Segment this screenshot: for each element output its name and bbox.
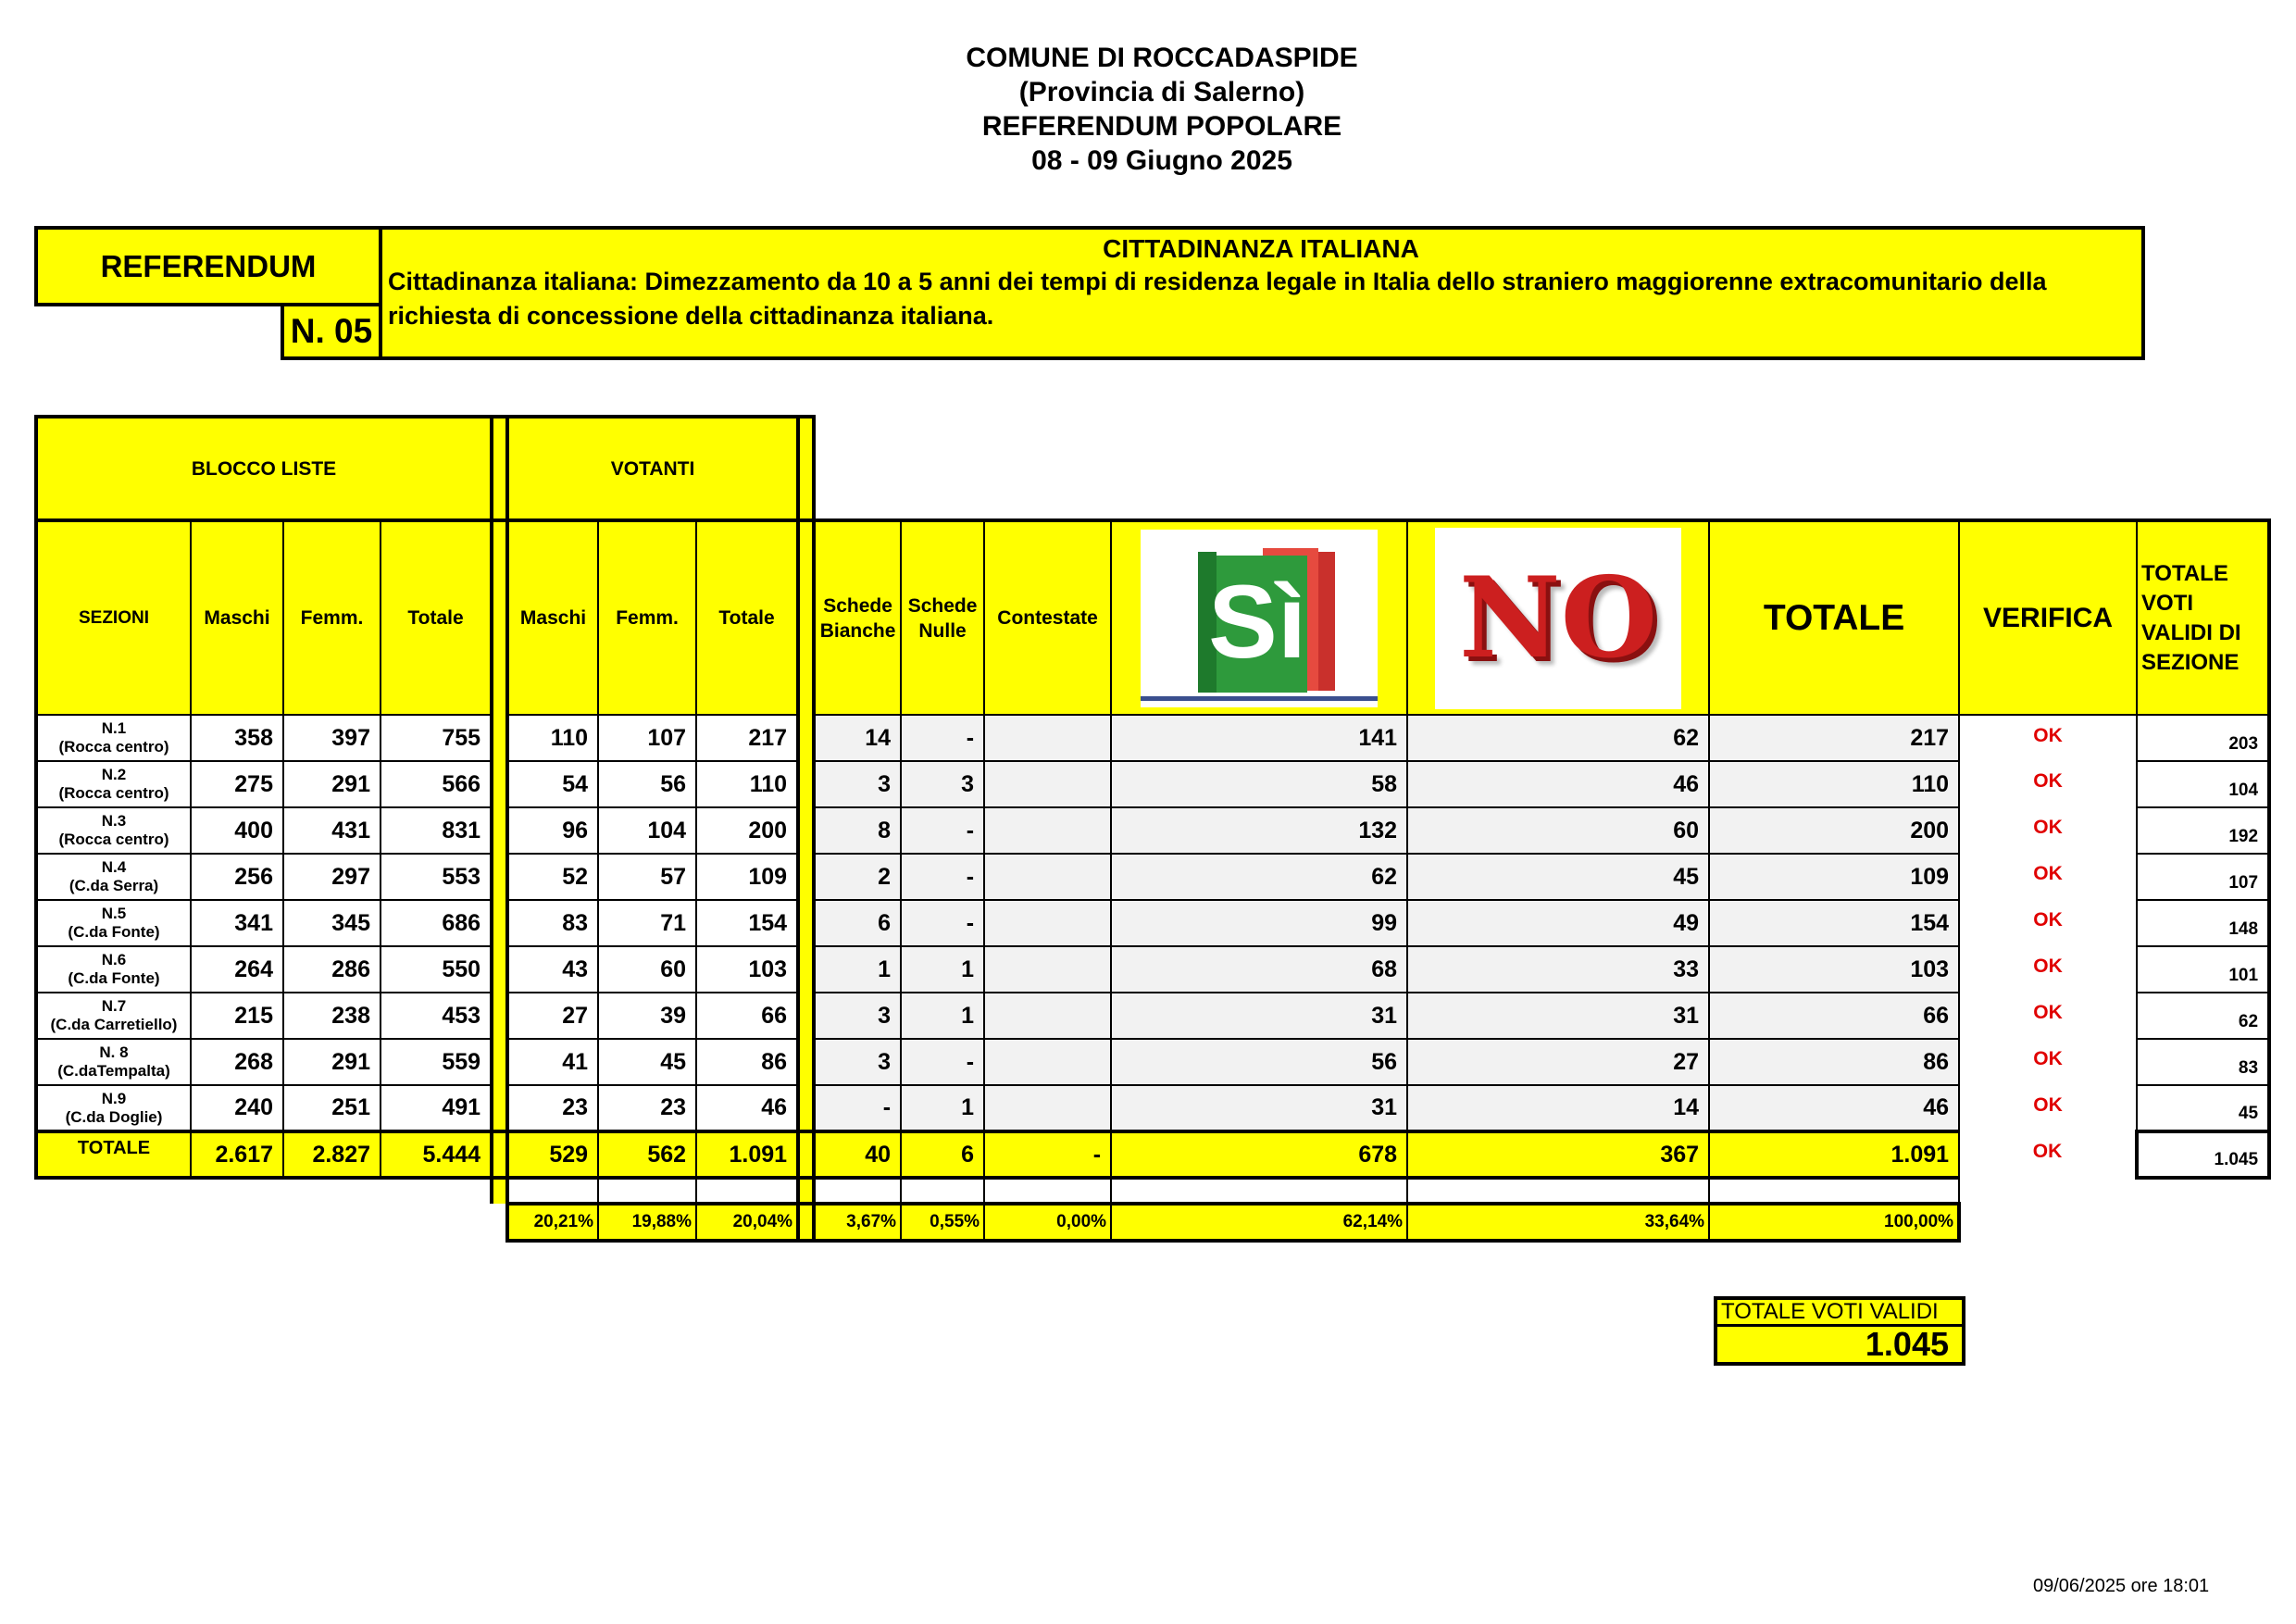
cell-blocco-bm: 264	[191, 946, 283, 993]
cell-no: 46	[1407, 761, 1709, 807]
column-divider	[492, 900, 507, 946]
cell-totale: 86	[1709, 1039, 1959, 1085]
cell-bianche: 8	[814, 807, 901, 854]
cell-contestate	[984, 993, 1111, 1039]
cell-verifica: OK	[1959, 900, 2137, 946]
cell-totale-validi: 101	[2137, 946, 2269, 993]
cell-votanti-vm: 41	[507, 1039, 598, 1085]
referendum-label: REFERENDUM	[34, 226, 382, 306]
cell-nulle: -	[901, 900, 984, 946]
column-divider	[798, 1178, 814, 1204]
col-header-si	[1111, 520, 1407, 715]
blank-cell	[598, 1178, 696, 1204]
col-header-maschi-blocco: Maschi	[191, 520, 283, 715]
cell-no: 45	[1407, 854, 1709, 900]
cell-no: 62	[1407, 715, 1709, 761]
section-cell	[36, 854, 191, 900]
cell-blocco-bf: 297	[283, 854, 381, 900]
cell-verifica: OK	[1959, 1085, 2137, 1131]
section-number: N.4	[101, 858, 127, 876]
cell-blocco-bt: 566	[381, 761, 492, 807]
cell-votanti-vm: 96	[507, 807, 598, 854]
cell-blocco-bm: 256	[191, 854, 283, 900]
cell-si: 56	[1111, 1039, 1407, 1085]
cell-votanti-vt: 66	[696, 993, 798, 1039]
column-divider	[798, 993, 814, 1039]
column-divider	[492, 946, 507, 993]
column-divider	[492, 993, 507, 1039]
cell-no: 60	[1407, 807, 1709, 854]
cell-nulle: -	[901, 807, 984, 854]
col-header-contestate: Contestate	[984, 520, 1111, 715]
cell-si: 99	[1111, 900, 1407, 946]
cell-blocco-bm: 358	[191, 715, 283, 761]
cell-contestate	[984, 900, 1111, 946]
cell-blocco-bm: 240	[191, 1085, 283, 1131]
section-cell	[36, 900, 191, 946]
total-bianche: 40	[814, 1131, 901, 1178]
cell-votanti-vf: 71	[598, 900, 696, 946]
cell-votanti-vt: 46	[696, 1085, 798, 1131]
cell-totale-validi: 83	[2137, 1039, 2269, 1085]
cell-contestate	[984, 807, 1111, 854]
pct-nulle: 0,55%	[901, 1204, 984, 1241]
cell-totale-validi: 107	[2137, 854, 2269, 900]
section-location: (Rocca centro)	[58, 738, 169, 756]
section-number: N.7	[101, 997, 127, 1015]
col-header-totale-blocco: Totale	[381, 520, 492, 715]
col-header-totale-votanti: Totale	[696, 520, 798, 715]
pct-no: 33,64%	[1407, 1204, 1709, 1241]
column-divider	[492, 715, 507, 761]
section-cell	[36, 946, 191, 993]
column-divider	[798, 417, 814, 520]
cell-votanti-vm: 54	[507, 761, 598, 807]
col-header-totale: TOTALE	[1709, 520, 1959, 715]
cell-blocco-bt: 553	[381, 854, 492, 900]
section-location: (C.daTempalta)	[57, 1062, 170, 1080]
total-contestate: -	[984, 1131, 1111, 1178]
pct-bianche: 3,67%	[814, 1204, 901, 1241]
cell-blocco-bt: 686	[381, 900, 492, 946]
cell-si: 31	[1111, 993, 1407, 1039]
cell-verifica: OK	[1959, 854, 2137, 900]
cell-votanti-vt: 200	[696, 807, 798, 854]
cell-votanti-vf: 60	[598, 946, 696, 993]
si-logo	[1141, 530, 1378, 707]
summary-value: 1.045	[1865, 1325, 1949, 1363]
cell-totale: 110	[1709, 761, 1959, 807]
cell-votanti-vf: 56	[598, 761, 696, 807]
table-row	[36, 715, 2269, 761]
cell-si: 31	[1111, 1085, 1407, 1131]
blank-cell	[1709, 1178, 1959, 1204]
section-number: N.2	[101, 766, 127, 783]
cell-bianche: 14	[814, 715, 901, 761]
cell-contestate	[984, 761, 1111, 807]
section-location: (Rocca centro)	[58, 831, 169, 848]
blank-cell	[1407, 1178, 1709, 1204]
section-cell	[36, 715, 191, 761]
section-location: (Rocca centro)	[58, 784, 169, 802]
no-logo-text: NO	[1458, 553, 1658, 683]
cell-votanti-vf: 45	[598, 1039, 696, 1085]
cell-bianche: 2	[814, 854, 901, 900]
pct-contestate: 0,00%	[984, 1204, 1111, 1241]
section-location: (C.da Fonte)	[68, 969, 160, 987]
col-header-femm-blocco: Femm.	[283, 520, 381, 715]
cell-blocco-bf: 345	[283, 900, 381, 946]
table-row	[36, 1039, 2269, 1085]
blank-cell	[1111, 1178, 1407, 1204]
summary-label: TOTALE VOTI VALIDI	[1717, 1300, 1962, 1327]
cell-nulle: -	[901, 854, 984, 900]
cell-verifica: OK	[1959, 1039, 2137, 1085]
cell-verifica: OK	[1959, 807, 2137, 854]
spacer-row	[36, 1178, 2269, 1204]
cell-blocco-bt: 559	[381, 1039, 492, 1085]
cell-verifica: OK	[1959, 761, 2137, 807]
column-divider	[492, 761, 507, 807]
table-row	[36, 761, 2269, 807]
cell-contestate	[984, 1039, 1111, 1085]
col-header-sezioni: SEZIONI	[36, 520, 191, 715]
cell-contestate	[984, 1085, 1111, 1131]
cell-votanti-vt: 86	[696, 1039, 798, 1085]
referendum-description-box	[379, 226, 2145, 360]
column-divider	[798, 854, 814, 900]
referendum-date: 08 - 09 Giugno 2025	[1031, 145, 1292, 176]
cell-votanti-vt: 103	[696, 946, 798, 993]
referendum-title: CITTADINANZA ITALIANA	[1103, 234, 1419, 263]
table-row	[36, 993, 2269, 1039]
cell-blocco-bf: 251	[283, 1085, 381, 1131]
column-divider	[798, 761, 814, 807]
results-table	[34, 415, 2271, 1243]
cell-verifica: OK	[1959, 715, 2137, 761]
cell-blocco-bf: 291	[283, 1039, 381, 1085]
column-divider	[798, 1085, 814, 1131]
col-header-schede-nulle: Schede Nulle	[901, 520, 984, 715]
cell-blocco-bt: 550	[381, 946, 492, 993]
cell-blocco-bm: 215	[191, 993, 283, 1039]
cell-totale-validi: 148	[2137, 900, 2269, 946]
column-divider	[798, 946, 814, 993]
pct-votanti-vt: 20,04%	[696, 1204, 798, 1241]
cell-votanti-vf: 39	[598, 993, 696, 1039]
cell-bianche: -	[814, 1085, 901, 1131]
col-header-totale-voti-validi: TOTALE VOTI VALIDI DI SEZIONE	[2137, 520, 2269, 715]
totals-row	[36, 1131, 2269, 1178]
section-location: (C.da Fonte)	[68, 923, 160, 941]
section-location: (C.da Doglie)	[65, 1107, 163, 1126]
cell-votanti-vm: 52	[507, 854, 598, 900]
municipality-title: COMUNE DI ROCCADASPIDE	[966, 43, 1358, 73]
cell-contestate	[984, 854, 1111, 900]
column-divider	[492, 854, 507, 900]
cell-blocco-bf: 397	[283, 715, 381, 761]
group-header-votanti: VOTANTI	[507, 417, 798, 520]
total-nulle: 6	[901, 1131, 984, 1178]
cell-votanti-vf: 57	[598, 854, 696, 900]
column-divider	[798, 1131, 814, 1178]
table-row	[36, 807, 2269, 854]
referendum-heading: REFERENDUM POPOLARE	[981, 111, 1342, 142]
cell-bianche: 3	[814, 1039, 901, 1085]
cell-no: 49	[1407, 900, 1709, 946]
cell-totale: 154	[1709, 900, 1959, 946]
no-logo	[1435, 528, 1681, 709]
print-timestamp: 09/06/2025 ore 18:01	[2033, 1576, 2210, 1596]
table-row	[36, 854, 2269, 900]
cell-contestate	[984, 715, 1111, 761]
blank-cell	[492, 1204, 507, 1241]
total-blocco-bm: 2.617	[191, 1131, 283, 1178]
pct-votanti-vm: 20,21%	[507, 1204, 598, 1241]
cell-votanti-vt: 109	[696, 854, 798, 900]
cell-no: 33	[1407, 946, 1709, 993]
totals-label: TOTALE	[36, 1131, 191, 1178]
cell-bianche: 1	[814, 946, 901, 993]
total-no: 367	[1407, 1131, 1709, 1178]
total-totale: 1.091	[1709, 1131, 1959, 1178]
cell-votanti-vm: 27	[507, 993, 598, 1039]
blank-cell	[984, 1178, 1111, 1204]
cell-nulle: -	[901, 1039, 984, 1085]
percentages-row	[36, 1204, 2269, 1241]
cell-votanti-vf: 23	[598, 1085, 696, 1131]
section-cell	[36, 1085, 191, 1131]
cell-totale-validi: 45	[2137, 1085, 2269, 1131]
col-header-verifica: VERIFICA	[1959, 520, 2137, 715]
cell-totale: 46	[1709, 1085, 1959, 1131]
pct-si: 62,14%	[1111, 1204, 1407, 1241]
cell-totale: 66	[1709, 993, 1959, 1039]
blank-cell	[36, 1178, 492, 1204]
blank-cell	[1959, 1204, 2269, 1241]
cell-blocco-bt: 755	[381, 715, 492, 761]
column-divider	[798, 900, 814, 946]
cell-nulle: 1	[901, 993, 984, 1039]
blank-cell	[1959, 1178, 2269, 1204]
cell-nulle: 1	[901, 946, 984, 993]
cell-blocco-bm: 400	[191, 807, 283, 854]
cell-totale: 109	[1709, 854, 1959, 900]
column-divider	[492, 1178, 507, 1204]
blank-cell	[507, 1178, 598, 1204]
cell-blocco-bf: 286	[283, 946, 381, 993]
cell-blocco-bf: 291	[283, 761, 381, 807]
column-divider	[492, 807, 507, 854]
column-divider	[798, 715, 814, 761]
cell-si: 62	[1111, 854, 1407, 900]
total-blocco-bf: 2.827	[283, 1131, 381, 1178]
cell-votanti-vm: 110	[507, 715, 598, 761]
cell-nulle: 1	[901, 1085, 984, 1131]
column-divider	[492, 1131, 507, 1178]
cell-totale: 103	[1709, 946, 1959, 993]
cell-votanti-vf: 107	[598, 715, 696, 761]
cell-totale-validi: 192	[2137, 807, 2269, 854]
cell-si: 58	[1111, 761, 1407, 807]
table-row	[36, 1085, 2269, 1131]
column-divider	[798, 1039, 814, 1085]
cell-bianche: 6	[814, 900, 901, 946]
section-number: N.5	[101, 905, 127, 922]
cell-si: 132	[1111, 807, 1407, 854]
si-logo-text: Sì	[1208, 563, 1306, 680]
cell-votanti-vm: 23	[507, 1085, 598, 1131]
cell-votanti-vt: 217	[696, 715, 798, 761]
summary-box	[1714, 1296, 1965, 1366]
cell-votanti-vm: 83	[507, 900, 598, 946]
section-number: N.1	[101, 719, 127, 737]
column-divider	[492, 1085, 507, 1131]
column-divider	[492, 520, 507, 715]
section-cell	[36, 1039, 191, 1085]
section-number: N. 8	[99, 1043, 129, 1061]
table-row	[36, 946, 2269, 993]
cell-si: 141	[1111, 715, 1407, 761]
cell-verifica: OK	[1959, 993, 2137, 1039]
cell-bianche: 3	[814, 761, 901, 807]
cell-contestate	[984, 946, 1111, 993]
total-votanti-vm: 529	[507, 1131, 598, 1178]
section-location: (C.da Serra)	[69, 877, 159, 894]
cell-no: 14	[1407, 1085, 1709, 1131]
group-header-blocco-liste: BLOCCO LISTE	[36, 417, 492, 520]
pct-votanti-vf: 19,88%	[598, 1204, 696, 1241]
cell-votanti-vt: 110	[696, 761, 798, 807]
column-divider	[798, 1204, 814, 1241]
total-si: 678	[1111, 1131, 1407, 1178]
blank-cell	[901, 1178, 984, 1204]
section-cell	[36, 993, 191, 1039]
referendum-number: N. 05	[281, 303, 382, 360]
cell-bianche: 3	[814, 993, 901, 1039]
cell-totale-validi: 104	[2137, 761, 2269, 807]
section-number: N.3	[101, 812, 127, 830]
cell-totale-validi: 62	[2137, 993, 2269, 1039]
cell-no: 27	[1407, 1039, 1709, 1085]
cell-blocco-bm: 268	[191, 1039, 283, 1085]
cell-votanti-vm: 43	[507, 946, 598, 993]
cell-totale: 217	[1709, 715, 1959, 761]
cell-blocco-bt: 453	[381, 993, 492, 1039]
table-row	[36, 900, 2269, 946]
col-header-schede-bianche: Schede Bianche	[814, 520, 901, 715]
cell-no: 31	[1407, 993, 1709, 1039]
blank-cell	[814, 1178, 901, 1204]
cell-nulle: 3	[901, 761, 984, 807]
section-number: N.9	[101, 1089, 127, 1107]
pct-totale: 100,00%	[1709, 1204, 1959, 1241]
cell-votanti-vf: 104	[598, 807, 696, 854]
section-cell	[36, 807, 191, 854]
section-location: (C.da Carretiello)	[50, 1016, 178, 1033]
total-votanti-vf: 562	[598, 1131, 696, 1178]
total-verifica: OK	[1959, 1131, 2137, 1178]
cell-totale: 200	[1709, 807, 1959, 854]
cell-blocco-bm: 341	[191, 900, 283, 946]
cell-verifica: OK	[1959, 946, 2137, 993]
cell-si: 68	[1111, 946, 1407, 993]
cell-blocco-bt: 491	[381, 1085, 492, 1131]
cell-totale-validi: 203	[2137, 715, 2269, 761]
col-header-femm-votanti: Femm.	[598, 520, 696, 715]
total-blocco-bt: 5.444	[381, 1131, 492, 1178]
cell-votanti-vt: 154	[696, 900, 798, 946]
cell-blocco-bf: 431	[283, 807, 381, 854]
section-number: N.6	[101, 951, 127, 968]
col-header-no	[1407, 520, 1709, 715]
referendum-description: Cittadinanza italiana: Dimezzamento da 10 a 5 anni dei tempi di residenza legale in Italia dello straniero maggiorenne extracomunitario della richiesta di concessione della cittadinanza italiana.	[388, 268, 2047, 330]
cell-blocco-bt: 831	[381, 807, 492, 854]
cell-blocco-bm: 275	[191, 761, 283, 807]
total-validi: 1.045	[2137, 1131, 2269, 1178]
col-header-maschi-votanti: Maschi	[507, 520, 598, 715]
section-cell	[36, 761, 191, 807]
blank-cell	[696, 1178, 798, 1204]
cell-blocco-bf: 238	[283, 993, 381, 1039]
column-divider	[798, 520, 814, 715]
blank-cell	[36, 1204, 492, 1241]
cell-nulle: -	[901, 715, 984, 761]
column-divider	[492, 1039, 507, 1085]
column-divider	[492, 417, 507, 520]
column-divider	[798, 807, 814, 854]
total-votanti-vt: 1.091	[696, 1131, 798, 1178]
province-subtitle: (Provincia di Salerno)	[1018, 77, 1305, 107]
